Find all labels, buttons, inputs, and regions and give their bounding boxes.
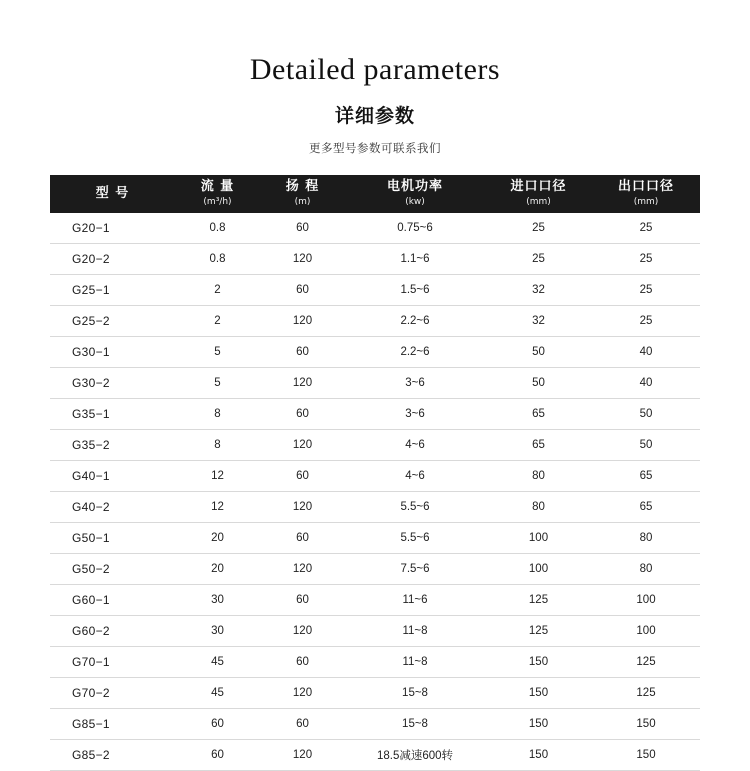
table-row (50, 430, 700, 461)
cell-power: 11~6 (345, 585, 485, 616)
cell-power: 0.75~6 (345, 213, 485, 244)
cell-inlet: 50 (485, 368, 592, 399)
cell-head: 120 (260, 492, 345, 523)
cell-power: 15~8 (345, 678, 485, 709)
cell-model: G50−2 (50, 554, 175, 585)
table-row (50, 213, 700, 244)
column-header-outlet-unit: (mm) (633, 197, 659, 208)
cell-flow: 30 (175, 585, 260, 616)
cell-inlet: 100 (485, 554, 592, 585)
table-row (50, 275, 700, 306)
cell-model: G60−1 (50, 585, 175, 616)
table-row (50, 306, 700, 337)
cell-model: G25−2 (50, 306, 175, 337)
cell-power: 5.5~6 (345, 492, 485, 523)
cell-flow: 0.8 (175, 213, 260, 244)
cell-power: 7.5~6 (345, 554, 485, 585)
cell-model: G40−2 (50, 492, 175, 523)
cell-inlet: 50 (485, 337, 592, 368)
cell-power: 4~6 (345, 461, 485, 492)
table-row (50, 740, 700, 771)
cell-power: 11~8 (345, 647, 485, 678)
cell-inlet: 65 (485, 430, 592, 461)
cell-head: 60 (260, 709, 345, 740)
cell-outlet: 40 (592, 337, 700, 368)
cell-power: 3~6 (345, 368, 485, 399)
column-header-outlet (592, 175, 700, 213)
cell-model: G85−1 (50, 709, 175, 740)
page-header (0, 0, 750, 156)
cell-inlet: 65 (485, 399, 592, 430)
column-header-head-unit: (m) (294, 197, 311, 208)
cell-head: 120 (260, 616, 345, 647)
cell-flow: 2 (175, 306, 260, 337)
cell-flow: 2 (175, 275, 260, 306)
table-row (50, 647, 700, 678)
cell-flow: 60 (175, 709, 260, 740)
cell-head: 120 (260, 430, 345, 461)
page-title: Detailed parameters (249, 53, 501, 86)
column-header-outlet-label: 出口口径 (617, 179, 674, 195)
column-header-power-label: 电机功率 (386, 179, 443, 195)
cell-power: 2.2~6 (345, 306, 485, 337)
cell-model: G30−1 (50, 337, 175, 368)
cell-outlet: 50 (592, 399, 700, 430)
cell-flow: 12 (175, 461, 260, 492)
column-header-flow (175, 175, 260, 213)
parameters-table (50, 175, 700, 771)
cell-inlet: 125 (485, 585, 592, 616)
cell-power: 5.5~6 (345, 523, 485, 554)
cell-flow: 20 (175, 523, 260, 554)
column-header-power-unit: (kw) (405, 197, 425, 208)
cell-flow: 8 (175, 399, 260, 430)
cell-flow: 8 (175, 430, 260, 461)
cell-inlet: 25 (485, 244, 592, 275)
cell-inlet: 150 (485, 647, 592, 678)
cell-inlet: 150 (485, 709, 592, 740)
column-header-flow-unit: (m³/h) (203, 197, 232, 208)
cell-head: 120 (260, 306, 345, 337)
parameters-table-container (50, 175, 700, 771)
cell-outlet: 25 (592, 213, 700, 244)
cell-model: G20−1 (50, 213, 175, 244)
cell-head: 60 (260, 399, 345, 430)
cell-outlet: 100 (592, 585, 700, 616)
cell-outlet: 40 (592, 368, 700, 399)
cell-inlet: 100 (485, 523, 592, 554)
column-header-power (345, 175, 485, 213)
column-header-head-label: 扬 程 (285, 179, 320, 195)
cell-outlet: 50 (592, 430, 700, 461)
cell-head: 60 (260, 461, 345, 492)
cell-outlet: 80 (592, 523, 700, 554)
cell-inlet: 125 (485, 616, 592, 647)
contact-note: 更多型号参数可联系我们 (309, 141, 441, 155)
cell-model: G85−2 (50, 740, 175, 771)
column-header-inlet (485, 175, 592, 213)
cell-inlet: 32 (485, 306, 592, 337)
cell-outlet: 100 (592, 616, 700, 647)
cell-outlet: 25 (592, 244, 700, 275)
cell-model: G30−2 (50, 368, 175, 399)
table-body (50, 213, 700, 771)
column-header-inlet-unit: (mm) (526, 197, 551, 208)
cell-inlet: 25 (485, 213, 592, 244)
cell-inlet: 32 (485, 275, 592, 306)
column-header-head (260, 175, 345, 213)
table-header-row (50, 175, 700, 213)
cell-inlet: 150 (485, 740, 592, 771)
table-row (50, 554, 700, 585)
cell-flow: 20 (175, 554, 260, 585)
cell-outlet: 125 (592, 678, 700, 709)
cell-outlet: 25 (592, 306, 700, 337)
cell-power: 2.2~6 (345, 337, 485, 368)
table-row (50, 585, 700, 616)
cell-head: 120 (260, 244, 345, 275)
table-row (50, 492, 700, 523)
cell-power: 11~8 (345, 616, 485, 647)
cell-model: G35−2 (50, 430, 175, 461)
cell-head: 60 (260, 213, 345, 244)
cell-model: G40−1 (50, 461, 175, 492)
cell-head: 120 (260, 554, 345, 585)
table-row (50, 709, 700, 740)
table-row (50, 523, 700, 554)
table-row (50, 244, 700, 275)
table-row (50, 337, 700, 368)
column-header-model (50, 175, 175, 213)
table-header (50, 175, 700, 213)
cell-outlet: 65 (592, 461, 700, 492)
cell-power: 4~6 (345, 430, 485, 461)
cell-head: 60 (260, 337, 345, 368)
cell-head: 120 (260, 368, 345, 399)
cell-flow: 30 (175, 616, 260, 647)
cell-flow: 0.8 (175, 244, 260, 275)
cell-model: G35−1 (50, 399, 175, 430)
cell-head: 60 (260, 647, 345, 678)
cell-flow: 45 (175, 678, 260, 709)
cell-flow: 12 (175, 492, 260, 523)
cell-flow: 5 (175, 368, 260, 399)
cell-model: G70−1 (50, 647, 175, 678)
cell-head: 60 (260, 585, 345, 616)
column-header-flow-label: 流 量 (200, 179, 235, 195)
cell-model: G50−1 (50, 523, 175, 554)
cell-flow: 5 (175, 337, 260, 368)
cell-inlet: 80 (485, 461, 592, 492)
cell-power: 1.1~6 (345, 244, 485, 275)
column-header-inlet-label: 进口口径 (510, 179, 567, 195)
cell-inlet: 80 (485, 492, 592, 523)
cell-outlet: 65 (592, 492, 700, 523)
table-row (50, 616, 700, 647)
cell-head: 60 (260, 523, 345, 554)
cell-outlet: 150 (592, 709, 700, 740)
table-row (50, 368, 700, 399)
cell-outlet: 25 (592, 275, 700, 306)
cell-power: 15~8 (345, 709, 485, 740)
cell-flow: 60 (175, 740, 260, 771)
cell-inlet: 150 (485, 678, 592, 709)
table-row (50, 399, 700, 430)
table-row (50, 461, 700, 492)
cell-power: 1.5~6 (345, 275, 485, 306)
column-header-model-label: 型 号 (95, 185, 130, 201)
cell-model: G25−1 (50, 275, 175, 306)
cell-head: 120 (260, 740, 345, 771)
cell-power: 3~6 (345, 399, 485, 430)
cell-model: G60−2 (50, 616, 175, 647)
cell-model: G70−2 (50, 678, 175, 709)
page-subtitle-cn: 详细参数 (334, 105, 415, 127)
cell-model: G20−2 (50, 244, 175, 275)
cell-outlet: 125 (592, 647, 700, 678)
cell-flow: 45 (175, 647, 260, 678)
table-row (50, 678, 700, 709)
cell-power: 18.5减速600转 (345, 740, 485, 771)
cell-head: 60 (260, 275, 345, 306)
cell-head: 120 (260, 678, 345, 709)
cell-outlet: 150 (592, 740, 700, 771)
cell-outlet: 80 (592, 554, 700, 585)
